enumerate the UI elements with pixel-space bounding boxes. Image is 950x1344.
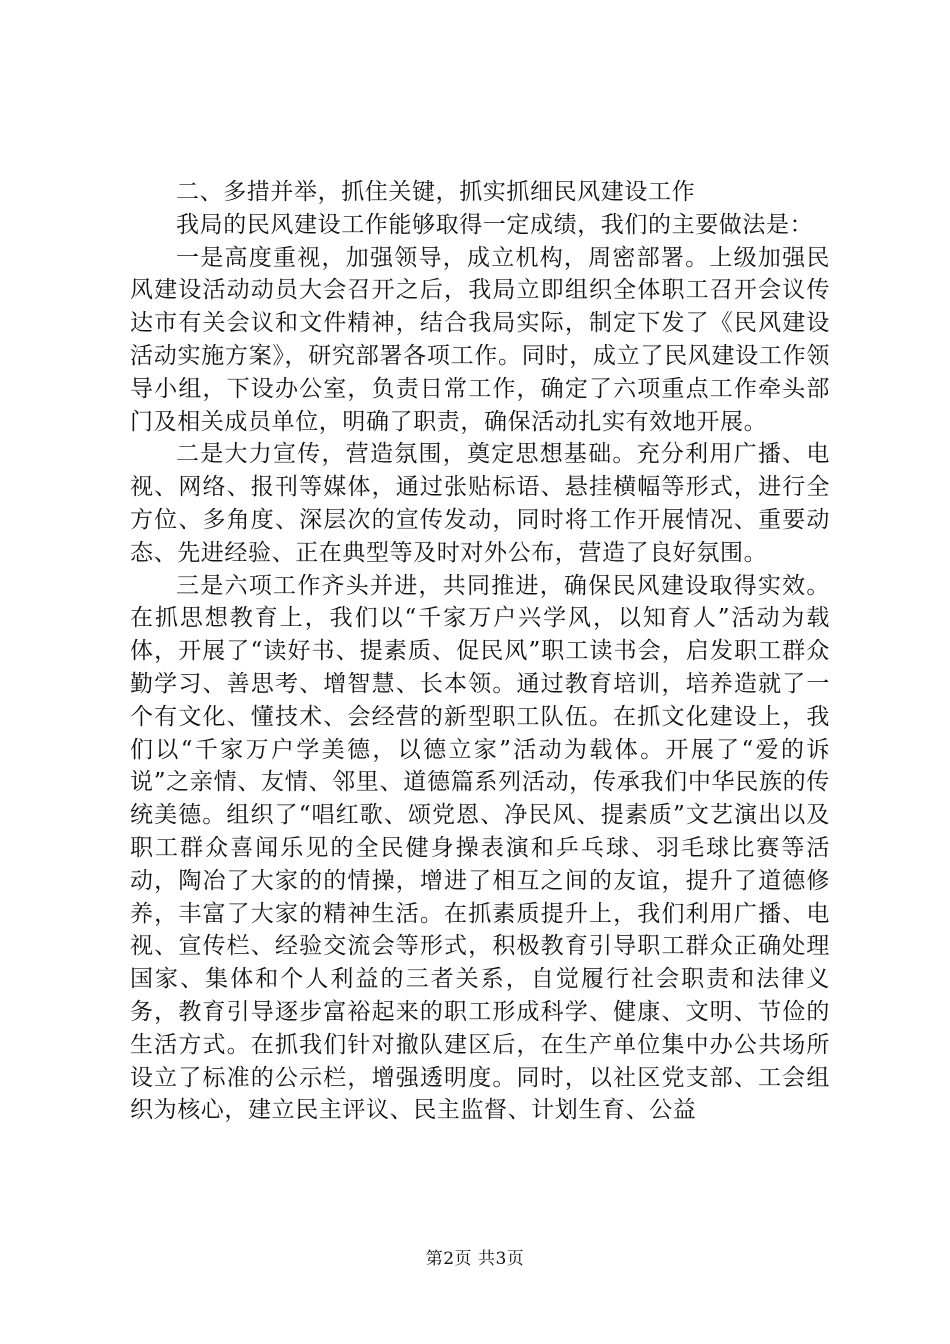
body-paragraph-intro: 我局的民风建设工作能够取得一定成绩，我们的主要做法是：	[176, 211, 814, 238]
body-paragraph-1: 一是高度重视，加强领导，成立机构，周密部署。上级加强民风建设活动动员大会召开之后，我局立即组织全体职工召开会议传达市有关会议和文件精神，结合我局实际，制定下发了《民风建设活动实施方案》，研究部署各项工作。同时，成立了民风建设工作领导小组，下设办公室，负责日常工作，确定了六项重点工作牵头部门及相关成员单位，明确了职责，确保活动扎实有效地开展。	[130, 244, 830, 435]
body-paragraph-2: 二是大力宣传，营造氛围，奠定思想基础。充分利用广播、电视、网络、报刊等媒体，通过张贴标语、悬挂横幅等形式，进行全方位、多角度、深层次的宣传发动，同时将工作开展情况、重要动态、先进经验、正在典型等及时对外公布，营造了良好氛围。	[130, 441, 830, 566]
document-body	[130, 176, 830, 1127]
body-paragraph-3: 三是六项工作齐头并进，共同推进，确保民风建设取得实效。在抓思想教育上，我们以“千家万户兴学风，以知育人”活动为载体，开展了“读好书、提素质、促民风”职工读书会，启发职工群众勤学习、善思考、增智慧、长本领。通过教育培训，培养造就了一个有文化、懂技术、会经营的新型职工队伍。在抓文化建设上，我们以“千家万户学美德，以德立家”活动为载体。开展了“爱的诉说”之亲情、友情、邻里、道德篇系列活动，传承我们中华民族的传统美德。组织了“唱红歌、颂党恩、净民风、提素质”文艺演出以及职工群众喜闻乐见的全民健身操表演和乒乓球、羽毛球比赛等活动，陶冶了大家的的情操，增进了相互之间的友谊，提升了道德修养，丰富了大家的精神生活。在抓素质提升上，我们利用广播、电视、宣传栏、经验交流会等形式，积极教育引导职工群众正确处理国家、集体和个人利益的三者关系，自觉履行社会职责和法律义务，教育引导逐步富裕起来的职工形成科学、健康、文明、节俭的生活方式。在抓我们针对撤队建区后，在生产单位集中办公共场所设立了标准的公示栏，增强透明度。同时，以社区党支部、工会组织为核心，建立民主评议、民主监督、计划生育、公益	[130, 572, 830, 1124]
page-footer: 第2页 共3页	[425, 1249, 525, 1269]
section-heading: 二、多措并举，抓住关键，抓实抓细民风建设工作	[176, 179, 696, 205]
